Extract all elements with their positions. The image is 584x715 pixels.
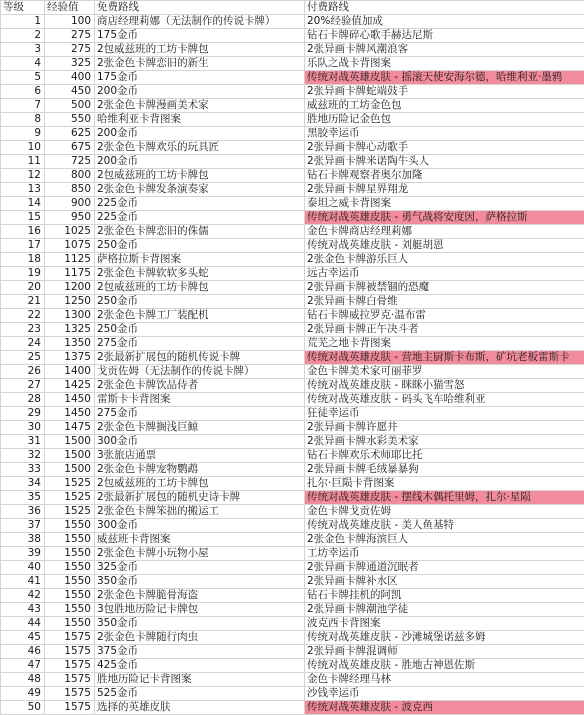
xp-cell[interactable]: 1550 — [45, 617, 95, 631]
xp-cell[interactable]: 275 — [45, 43, 95, 57]
paid-reward-cell[interactable]: 传统对战英雄皮肤 - 胜地古神恩佐斯 — [305, 659, 584, 673]
level-cell[interactable]: 39 — [1, 547, 45, 561]
level-cell[interactable]: 10 — [1, 141, 45, 155]
xp-cell[interactable]: 1550 — [45, 589, 95, 603]
paid-reward-cell[interactable]: 金色卡牌经理马林 — [305, 673, 584, 687]
table-row — [1, 239, 584, 253]
paid-reward-cell[interactable]: 狂徒幸运币 — [305, 407, 584, 421]
paid-reward-cell[interactable]: 2张异画卡牌潮池学徒 — [305, 603, 584, 617]
table-row — [1, 169, 584, 183]
xp-cell[interactable]: 1575 — [45, 659, 95, 673]
table-row — [1, 323, 584, 337]
level-cell[interactable]: 29 — [1, 407, 45, 421]
xp-cell[interactable]: 1475 — [45, 421, 95, 435]
xp-cell[interactable]: 1200 — [45, 281, 95, 295]
table-row — [1, 365, 584, 379]
xp-cell[interactable]: 1375 — [45, 351, 95, 365]
table-row — [1, 113, 584, 127]
free-reward-cell[interactable]: 2张金色卡牌饮品侍者 — [95, 379, 305, 393]
paid-reward-cell[interactable]: 2张异画卡牌米诺陶牛头人 — [305, 155, 584, 169]
table-row — [1, 99, 584, 113]
xp-cell[interactable]: 1550 — [45, 575, 95, 589]
paid-reward-cell[interactable]: 2张异画卡牌被禁锢的恐魔 — [305, 281, 584, 295]
paid-reward-cell[interactable]: 2张异画卡牌补水区 — [305, 575, 584, 589]
free-reward-cell[interactable]: 2包威兹班的工坊卡牌包 — [95, 477, 305, 491]
paid-reward-cell[interactable]: 波克西卡背图案 — [305, 617, 584, 631]
free-reward-cell[interactable]: 275金币 — [95, 407, 305, 421]
level-cell[interactable]: 37 — [1, 519, 45, 533]
paid-reward-cell[interactable]: 2张异画卡牌蛇端鼓手 — [305, 85, 584, 99]
paid-reward-cell[interactable]: 钻石卡牌观察者奥尔加隆 — [305, 169, 584, 183]
table-row — [1, 659, 584, 673]
level-cell[interactable]: 34 — [1, 477, 45, 491]
free-reward-cell[interactable]: 2张金色卡牌恋旧的新生 — [95, 57, 305, 71]
xp-cell[interactable]: 1500 — [45, 449, 95, 463]
free-reward-cell[interactable]: 2张金色卡牌漫画美术家 — [95, 99, 305, 113]
table-row — [1, 141, 584, 155]
free-reward-cell[interactable]: 250金币 — [95, 323, 305, 337]
paid-reward-cell[interactable]: 2张异画卡牌风潮浪客 — [305, 43, 584, 57]
table-row — [1, 477, 584, 491]
paid-reward-cell[interactable]: 工坊幸运币 — [305, 547, 584, 561]
paid-reward-cell[interactable]: 2张异画卡牌通道沉眠者 — [305, 561, 584, 575]
level-cell[interactable]: 30 — [1, 421, 45, 435]
xp-cell[interactable]: 1300 — [45, 309, 95, 323]
xp-cell[interactable]: 1500 — [45, 463, 95, 477]
free-reward-cell[interactable]: 425金币 — [95, 659, 305, 673]
level-cell[interactable]: 5 — [1, 71, 45, 85]
level-cell[interactable]: 13 — [1, 183, 45, 197]
table-row — [1, 267, 584, 281]
free-reward-cell[interactable]: 2张金色卡牌软软多头蛇 — [95, 267, 305, 281]
paid-reward-cell[interactable]: 威兹班的工坊金色包 — [305, 99, 584, 113]
table-row — [1, 309, 584, 323]
free-reward-cell[interactable]: 525金币 — [95, 687, 305, 701]
paid-reward-cell[interactable]: 传统对战英雄皮肤 - 摇滚天使安海尔德，哈维利亚·墨鸦 — [305, 71, 584, 85]
xp-cell[interactable]: 1450 — [45, 407, 95, 421]
paid-reward-cell[interactable]: 2张异画卡牌星界翔龙 — [305, 183, 584, 197]
level-cell[interactable]: 2 — [1, 29, 45, 43]
level-cell[interactable]: 15 — [1, 211, 45, 225]
free-reward-cell[interactable]: 250金币 — [95, 239, 305, 253]
xp-cell[interactable]: 1575 — [45, 645, 95, 659]
paid-reward-cell[interactable]: 2张异画卡牌正午决斗者 — [305, 323, 584, 337]
level-cell[interactable]: 50 — [1, 701, 45, 715]
level-cell[interactable]: 49 — [1, 687, 45, 701]
free-reward-cell[interactable]: 300金币 — [95, 435, 305, 449]
table-row — [1, 603, 584, 617]
paid-reward-cell[interactable]: 传统对战英雄皮肤 - 刘艇胡恩 — [305, 239, 584, 253]
table-row — [1, 589, 584, 603]
xp-cell[interactable]: 625 — [45, 127, 95, 141]
paid-reward-cell[interactable]: 沙钱幸运币 — [305, 687, 584, 701]
paid-reward-cell[interactable]: 乐队之战卡背图案 — [305, 57, 584, 71]
level-cell[interactable]: 11 — [1, 155, 45, 169]
level-cell[interactable]: 6 — [1, 85, 45, 99]
table-row — [1, 337, 584, 351]
table-row — [1, 155, 584, 169]
free-reward-cell[interactable]: 胜地历险记卡背图案 — [95, 673, 305, 687]
free-reward-cell[interactable]: 350金币 — [95, 575, 305, 589]
xp-cell[interactable]: 1250 — [45, 295, 95, 309]
header-paid-track[interactable]: 付费路线 — [305, 1, 584, 15]
free-reward-cell[interactable]: 275金币 — [95, 337, 305, 351]
table-row — [1, 29, 584, 43]
free-reward-cell[interactable]: 2张金色卡牌搁浅巨鲸 — [95, 421, 305, 435]
table-row — [1, 225, 584, 239]
xp-cell[interactable]: 1575 — [45, 673, 95, 687]
xp-cell[interactable]: 325 — [45, 57, 95, 71]
table-row — [1, 505, 584, 519]
table-row — [1, 183, 584, 197]
paid-reward-cell[interactable]: 钻石卡牌碎心歌手赫达尼斯 — [305, 29, 584, 43]
paid-reward-cell[interactable]: 2张金色卡牌海滨巨人 — [305, 533, 584, 547]
level-cell[interactable]: 48 — [1, 673, 45, 687]
free-reward-cell[interactable]: 325金币 — [95, 561, 305, 575]
level-cell[interactable]: 4 — [1, 57, 45, 71]
table-row — [1, 575, 584, 589]
level-cell[interactable]: 12 — [1, 169, 45, 183]
free-reward-cell[interactable]: 2张最新扩展包的随机传说卡牌 — [95, 351, 305, 365]
free-reward-cell[interactable]: 225金币 — [95, 211, 305, 225]
paid-reward-cell[interactable]: 泰坦之威卡背图案 — [305, 197, 584, 211]
table-row — [1, 281, 584, 295]
xp-cell[interactable]: 1450 — [45, 393, 95, 407]
table-row — [1, 253, 584, 267]
xp-cell[interactable]: 950 — [45, 211, 95, 225]
paid-reward-cell[interactable]: 金色卡牌戈贡佐姆 — [305, 505, 584, 519]
table-row — [1, 519, 584, 533]
xp-cell[interactable]: 1175 — [45, 267, 95, 281]
level-cell[interactable]: 14 — [1, 197, 45, 211]
free-reward-cell[interactable]: 哈维利亚卡背图案 — [95, 113, 305, 127]
xp-cell[interactable]: 1550 — [45, 519, 95, 533]
xp-cell[interactable]: 1550 — [45, 533, 95, 547]
xp-cell[interactable]: 1550 — [45, 603, 95, 617]
free-reward-cell[interactable]: 2张金色卡牌脆骨海盗 — [95, 589, 305, 603]
free-reward-cell[interactable]: 200金币 — [95, 127, 305, 141]
xp-cell[interactable]: 1425 — [45, 379, 95, 393]
table-row — [1, 43, 584, 57]
table-row — [1, 421, 584, 435]
xp-cell[interactable]: 1500 — [45, 435, 95, 449]
free-reward-cell[interactable]: 2张金色卡牌恋旧的侏儒 — [95, 225, 305, 239]
paid-reward-cell[interactable]: 金色卡牌美术家可丽菲罗 — [305, 365, 584, 379]
free-reward-cell[interactable]: 2张最新扩展包的随机史诗卡牌 — [95, 491, 305, 505]
xp-cell[interactable]: 1550 — [45, 547, 95, 561]
xp-cell[interactable]: 1350 — [45, 337, 95, 351]
xp-cell[interactable]: 725 — [45, 155, 95, 169]
level-cell[interactable]: 42 — [1, 589, 45, 603]
paid-reward-cell[interactable]: 2张异画卡牌白骨维 — [305, 295, 584, 309]
level-cell[interactable]: 46 — [1, 645, 45, 659]
paid-reward-cell[interactable]: 黑胶幸运币 — [305, 127, 584, 141]
level-cell[interactable]: 8 — [1, 113, 45, 127]
level-cell[interactable]: 47 — [1, 659, 45, 673]
level-cell[interactable]: 21 — [1, 295, 45, 309]
table-row — [1, 295, 584, 309]
xp-cell[interactable]: 1325 — [45, 323, 95, 337]
paid-reward-cell[interactable]: 传统对战英雄皮肤 - 码头飞车哈维利亚 — [305, 393, 584, 407]
table-row — [1, 561, 584, 575]
paid-reward-cell[interactable]: 传统对战英雄皮肤 - 波克西 — [305, 701, 584, 715]
level-cell[interactable]: 22 — [1, 309, 45, 323]
table-row — [1, 197, 584, 211]
xp-cell[interactable]: 1575 — [45, 631, 95, 645]
level-cell[interactable]: 23 — [1, 323, 45, 337]
xp-cell[interactable]: 450 — [45, 85, 95, 99]
level-cell[interactable]: 44 — [1, 617, 45, 631]
paid-reward-cell[interactable]: 2张异画卡牌许愿井 — [305, 421, 584, 435]
table-row — [1, 701, 584, 715]
xp-cell[interactable]: 275 — [45, 29, 95, 43]
xp-cell[interactable]: 500 — [45, 99, 95, 113]
paid-reward-cell[interactable]: 钻石卡牌挂机的阿凯 — [305, 589, 584, 603]
free-reward-cell[interactable]: 2包威兹班的工坊卡牌包 — [95, 281, 305, 295]
level-cell[interactable]: 33 — [1, 463, 45, 477]
table-row — [1, 211, 584, 225]
xp-cell[interactable]: 400 — [45, 71, 95, 85]
xp-cell[interactable]: 1025 — [45, 225, 95, 239]
xp-cell[interactable]: 1550 — [45, 561, 95, 575]
level-cell[interactable]: 19 — [1, 267, 45, 281]
xp-cell[interactable]: 1525 — [45, 505, 95, 519]
table-row — [1, 645, 584, 659]
paid-reward-cell[interactable]: 2张异画卡牌毛绒暴暴狗 — [305, 463, 584, 477]
table-row — [1, 491, 584, 505]
level-cell[interactable]: 1 — [1, 15, 45, 29]
table-row — [1, 687, 584, 701]
level-cell[interactable]: 28 — [1, 393, 45, 407]
header-row — [1, 1, 584, 15]
free-reward-cell[interactable]: 250金币 — [95, 295, 305, 309]
xp-cell[interactable]: 800 — [45, 169, 95, 183]
level-cell[interactable]: 7 — [1, 99, 45, 113]
level-cell[interactable]: 27 — [1, 379, 45, 393]
paid-reward-cell[interactable]: 远古幸运币 — [305, 267, 584, 281]
level-cell[interactable]: 35 — [1, 491, 45, 505]
table-row — [1, 617, 584, 631]
table-row — [1, 463, 584, 477]
level-cell[interactable]: 3 — [1, 43, 45, 57]
header-free-track[interactable]: 免费路线 — [95, 1, 305, 15]
free-reward-cell[interactable]: 商店经理莉娜（无法制作的传说卡牌） — [95, 15, 305, 29]
xp-cell[interactable]: 900 — [45, 197, 95, 211]
free-reward-cell[interactable]: 375金币 — [95, 645, 305, 659]
level-cell[interactable]: 38 — [1, 533, 45, 547]
free-reward-cell[interactable]: 2张金色卡牌笨拙的搬运工 — [95, 505, 305, 519]
level-cell[interactable]: 45 — [1, 631, 45, 645]
free-reward-cell[interactable]: 3包胜地历险记卡牌包 — [95, 603, 305, 617]
level-cell[interactable]: 43 — [1, 603, 45, 617]
paid-reward-cell[interactable]: 胜地历险记金色包 — [305, 113, 584, 127]
xp-cell[interactable]: 1400 — [45, 365, 95, 379]
free-reward-cell[interactable]: 雷斯卡卡背图案 — [95, 393, 305, 407]
table-row — [1, 533, 584, 547]
table-row — [1, 127, 584, 141]
paid-reward-cell[interactable]: 钻石卡牌欢乐术师耶比托 — [305, 449, 584, 463]
level-cell[interactable]: 17 — [1, 239, 45, 253]
header-level[interactable]: 等级 — [1, 1, 45, 15]
level-cell[interactable]: 36 — [1, 505, 45, 519]
paid-reward-cell[interactable]: 2张异画卡牌心动歌手 — [305, 141, 584, 155]
level-cell[interactable]: 32 — [1, 449, 45, 463]
table-row — [1, 631, 584, 645]
free-reward-cell[interactable]: 2张金色卡牌工厂装配机 — [95, 309, 305, 323]
table-row — [1, 547, 584, 561]
table-row — [1, 407, 584, 421]
level-cell[interactable]: 40 — [1, 561, 45, 575]
free-reward-cell[interactable]: 2张金色卡牌发条演奏家 — [95, 183, 305, 197]
xp-cell[interactable]: 550 — [45, 113, 95, 127]
free-reward-cell[interactable]: 2张金色卡牌随行肉虫 — [95, 631, 305, 645]
free-reward-cell[interactable]: 200金币 — [95, 85, 305, 99]
free-reward-cell[interactable]: 2包威兹班的工坊卡牌包 — [95, 169, 305, 183]
free-reward-cell[interactable]: 225金币 — [95, 197, 305, 211]
free-reward-cell[interactable]: 威兹班卡背图案 — [95, 533, 305, 547]
free-reward-cell[interactable]: 萨格拉斯卡背图案 — [95, 253, 305, 267]
xp-cell[interactable]: 675 — [45, 141, 95, 155]
reward-rows — [1, 15, 584, 715]
level-cell[interactable]: 24 — [1, 337, 45, 351]
table-row — [1, 435, 584, 449]
level-cell[interactable]: 16 — [1, 225, 45, 239]
level-cell[interactable]: 25 — [1, 351, 45, 365]
free-reward-cell[interactable]: 2张金色卡牌小玩物小屋 — [95, 547, 305, 561]
table-row — [1, 85, 584, 99]
paid-reward-cell[interactable]: 扎尔·巨陨卡背图案 — [305, 477, 584, 491]
table-row — [1, 673, 584, 687]
free-reward-cell[interactable]: 200金币 — [95, 155, 305, 169]
paid-reward-cell[interactable]: 传统对战英雄皮肤 - 美人鱼基特 — [305, 519, 584, 533]
paid-reward-cell[interactable]: 2张金色卡牌游乐巨人 — [305, 253, 584, 267]
free-reward-cell[interactable]: 175金币 — [95, 29, 305, 43]
paid-reward-cell[interactable]: 荒芜之地卡背图案 — [305, 337, 584, 351]
xp-cell[interactable]: 100 — [45, 15, 95, 29]
xp-cell[interactable]: 1525 — [45, 491, 95, 505]
xp-cell[interactable]: 1075 — [45, 239, 95, 253]
paid-reward-cell[interactable]: 钻石卡牌威拉罗克·温布雷 — [305, 309, 584, 323]
paid-reward-cell[interactable]: 传统对战英雄皮肤 - 营地主厨斯卡布斯，矿坑老板雷斯卡 — [305, 351, 584, 365]
level-cell[interactable]: 9 — [1, 127, 45, 141]
xp-cell[interactable]: 1125 — [45, 253, 95, 267]
table-row — [1, 393, 584, 407]
paid-reward-cell[interactable]: 金色卡牌商店经理莉娜 — [305, 225, 584, 239]
free-reward-cell[interactable]: 2张金色卡牌欢乐的玩具匠 — [95, 141, 305, 155]
free-reward-cell[interactable]: 350金币 — [95, 617, 305, 631]
xp-cell[interactable]: 1525 — [45, 477, 95, 491]
table-row — [1, 15, 584, 29]
free-reward-cell[interactable]: 175金币 — [95, 71, 305, 85]
level-cell[interactable]: 20 — [1, 281, 45, 295]
table-row — [1, 351, 584, 365]
table-row — [1, 379, 584, 393]
paid-reward-cell[interactable]: 传统对战英雄皮肤 - 沙滩城堡诺兹多姆 — [305, 631, 584, 645]
level-cell[interactable]: 31 — [1, 435, 45, 449]
free-reward-cell[interactable]: 2张金色卡牌宠物鹦鹉 — [95, 463, 305, 477]
table-row — [1, 71, 584, 85]
xp-cell[interactable]: 850 — [45, 183, 95, 197]
paid-reward-cell[interactable]: 20%经验值加成 — [305, 15, 584, 29]
free-reward-cell[interactable]: 2包威兹班的工坊卡牌包 — [95, 43, 305, 57]
paid-reward-cell[interactable]: 传统对战英雄皮肤 - 摆线木偶托里姆，扎尔·星陨 — [305, 491, 584, 505]
xp-cell[interactable]: 1575 — [45, 687, 95, 701]
paid-reward-cell[interactable]: 传统对战英雄皮肤 - 眯眯小猫雪怒 — [305, 379, 584, 393]
level-cell[interactable]: 26 — [1, 365, 45, 379]
paid-reward-cell[interactable]: 传统对战英雄皮肤 - 勇气战将安度因，萨格拉斯 — [305, 211, 584, 225]
paid-reward-cell[interactable]: 2张异画卡牌水彩美术家 — [305, 435, 584, 449]
xp-cell[interactable]: 1575 — [45, 701, 95, 715]
paid-reward-cell[interactable]: 2张异画卡牌混调师 — [305, 645, 584, 659]
free-reward-cell[interactable]: 戈贡佐姆（无法制作的传说卡牌） — [95, 365, 305, 379]
level-cell[interactable]: 18 — [1, 253, 45, 267]
table-row — [1, 449, 584, 463]
free-reward-cell[interactable]: 3张旅店通票 — [95, 449, 305, 463]
level-cell[interactable]: 41 — [1, 575, 45, 589]
table-row — [1, 57, 584, 71]
free-reward-cell[interactable]: 选择的英雄皮肤 — [95, 701, 305, 715]
free-reward-cell[interactable]: 300金币 — [95, 519, 305, 533]
header-xp[interactable]: 经验值 — [45, 1, 95, 15]
